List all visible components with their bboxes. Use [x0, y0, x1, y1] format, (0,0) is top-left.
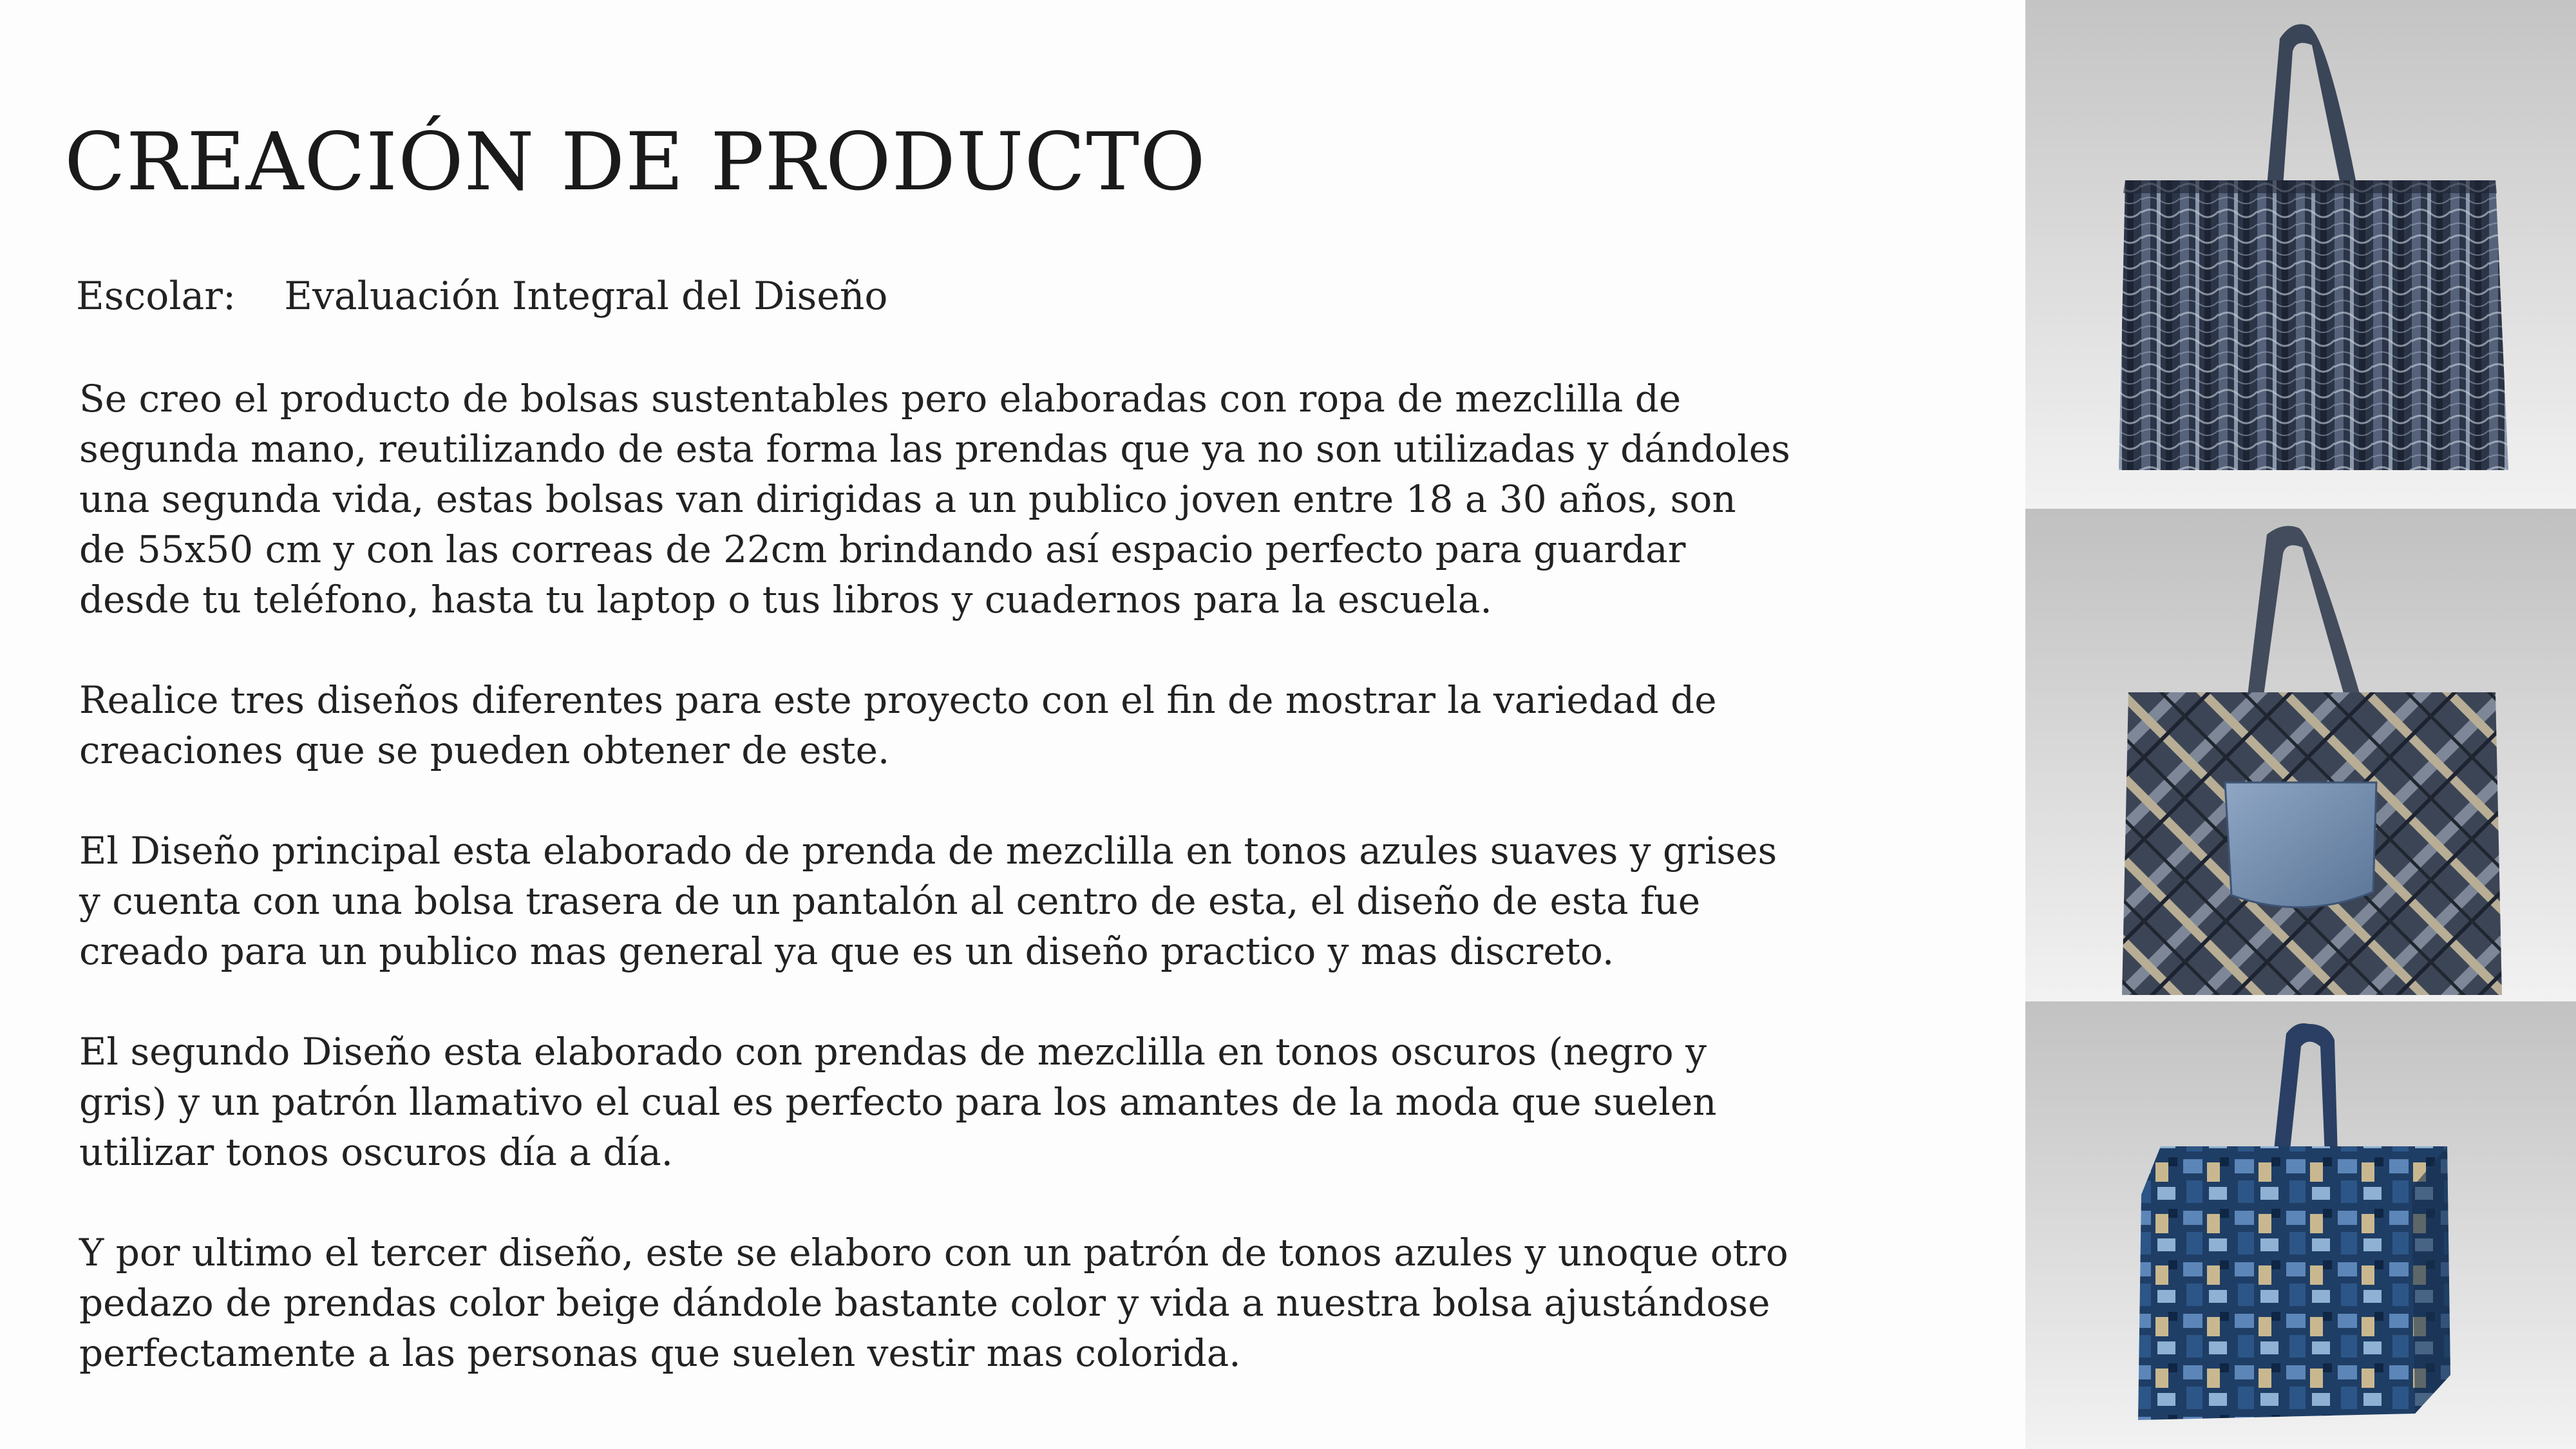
subject-label: Escolar: — [76, 274, 236, 319]
bag-image-plaid-pocket — [2025, 509, 2576, 1001]
bag-image-blue-patchwork — [2025, 1001, 2576, 1449]
paragraph-intro: Se creo el producto de bolsas sustentables pero elaboradas con ropa de mezclilla de segunda mano, reutilizando de esta forma las prendas que ya no son utilizadas y dándoles una segunda vida, estas bolsas van dirigidas a un publico joven entre 18 a 30 años, son de 55x50 cm y con las correas de 22cm brindando así espacio perfecto para guardar desde tu teléfono, hasta tu laptop o tus libros y cuadernos para la escuela. — [79, 377, 1790, 621]
page-title: CREACIÓN DE PRODUCTO — [64, 116, 1206, 209]
bag-image-dark-striped — [2025, 0, 2576, 509]
paragraph-designs: Realice tres diseños diferentes para este proyecto con el fin de mostrar la variedad de creaciones que se pueden obtener de este. — [79, 678, 1717, 772]
paragraph-design-third: Y por ultimo el tercer diseño, este se elaboro con un patrón de tonos azules y unoque otro pedazo de prendas color beige dándole bastante color y vida a nuestra bolsa ajustándose perfectamente a las personas que suelen vestir mas colorida. — [79, 1231, 1788, 1375]
paragraph-design-second: El segundo Diseño esta elaborado con prendas de mezclilla en tonos oscuros (negro y gris) y un patrón llamativo el cual es perfecto para los amantes de la moda que suelen utilizar tonos oscuros día a día. — [79, 1030, 1717, 1174]
paragraph-design-main: El Diseño principal esta elaborado de prenda de mezclilla en tonos azules suaves y grises y cuenta con una bolsa trasera de un pantalón al centro de esta, el diseño de esta fue creado para un publico mas general ya que es un diseño practico y mas discreto. — [79, 829, 1777, 973]
subject-value: Evaluación Integral del Diseño — [284, 274, 888, 319]
description-body — [79, 374, 1792, 1428]
subject-line — [76, 274, 888, 319]
